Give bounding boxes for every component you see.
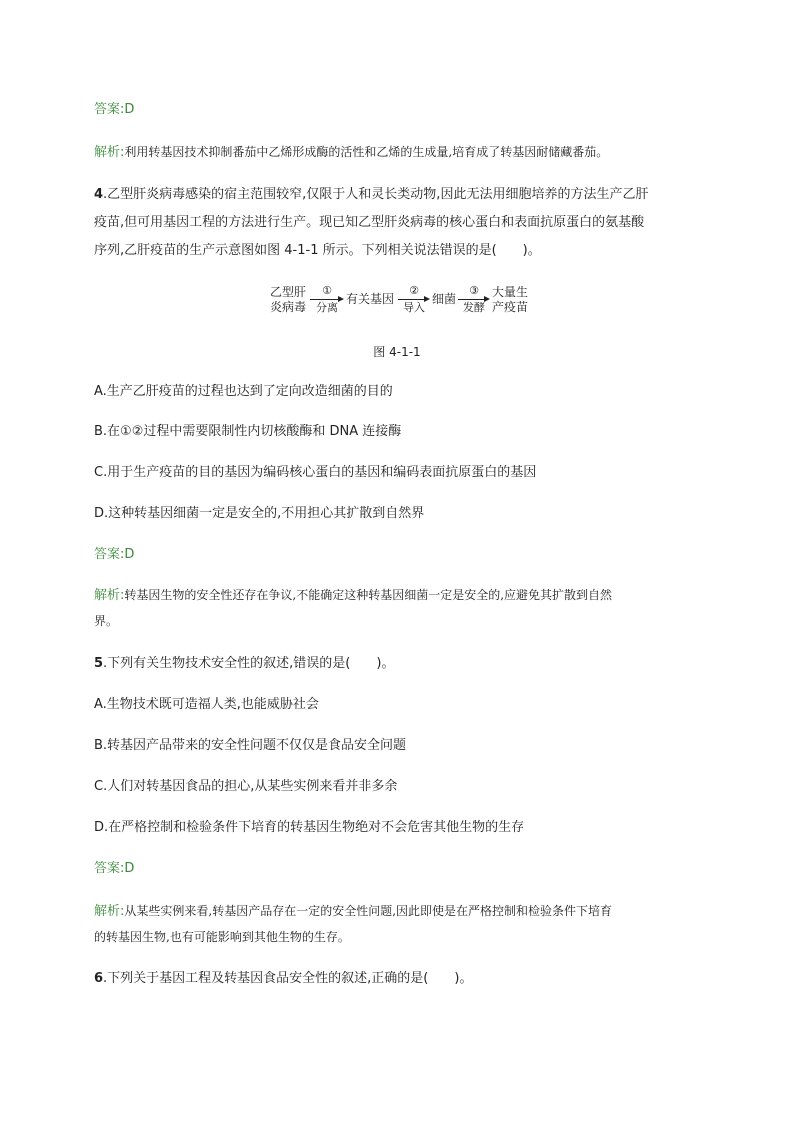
q3-analysis-label: 解析: [94,145,125,160]
diagram-node-vaccine-line2: 产疫苗 [492,300,529,314]
q4-stem-line1 [94,186,648,204]
diagram-arrow-3 [458,282,490,316]
diagram-node-vaccine [492,285,528,315]
q4-stem-line3: 序列,乙肝疫苗的生产示意图如图 4-1-1 所示。下列相关说法错误的是( )。 [94,243,541,258]
q4-answer: 答案:D [94,547,135,562]
q4-flow-diagram [270,282,530,322]
q5-answer: 答案:D [94,861,135,876]
q6-stem-text: .下列关于基因工程及转基因食品安全性的叙述,正确的是( )。 [103,971,473,986]
q6-number: 6 [94,971,104,986]
q4-option-a: A.生产乙肝疫苗的过程也达到了定向改造细菌的目的 [94,384,393,399]
diagram-node-vaccine-line1: 大量生 [492,285,529,299]
q5-analysis-line1 [94,902,612,921]
diagram-node-gene: 有关基因 [346,292,395,306]
diagram-node-virus-line1: 乙型肝 [270,285,307,299]
diagram-step2-num: ② [409,284,419,297]
q3-answer: 答案:D [94,102,135,117]
q5-analysis-label: 解析: [94,904,125,919]
diagram-step3-label: 发酵 [463,301,485,314]
q4-analysis-label: 解析: [94,588,125,603]
q5-analysis-text1: 从某些实例来看,转基因产品存在一定的安全性问题,因此即使是在严格控制和检验条件下培育 [124,904,613,918]
q4-option-c: C.用于生产疫苗的目的基因为编码核心蛋白的基因和编码表面抗原蛋白的基因 [94,465,537,480]
diagram-arrow-2 [398,282,430,316]
diagram-arrow-2-shaft [398,299,426,300]
q5-stem [94,655,394,673]
figure-caption: 图 4-1-1 [373,345,421,359]
q3-analysis [94,143,608,162]
diagram-arrow-1 [310,282,344,316]
q6-stem [94,970,472,988]
diagram-step3-num: ③ [469,284,479,297]
q4-analysis-line1 [94,586,612,605]
q4-stem-line2: 疫苗,但可用基因工程的方法进行生产。现已知乙型肝炎病毒的核心蛋白和表面抗原蛋白的氨基酸 [94,215,645,230]
q5-analysis-line2: 的转基因生物,也有可能影响到其他生物的生存。 [94,930,350,944]
diagram-step2-label: 导入 [403,301,425,314]
q5-option-b: B.转基因产品带来的安全性问题不仅仅是食品安全问题 [94,738,407,753]
q4-option-d: D.这种转基因细菌一定是安全的,不用担心其扩散到自然界 [94,506,425,521]
q3-analysis-text: 利用转基因技术抑制番茄中乙烯形成酶的活性和乙烯的生成量,培育成了转基因耐储藏番茄。 [124,145,609,159]
q5-stem-text: .下列有关生物技术安全性的叙述,错误的是( )。 [103,656,395,671]
diagram-node-virus-line2: 炎病毒 [270,300,307,314]
diagram-step1-num: ① [322,284,332,297]
diagram-node-virus [270,285,306,315]
q5-option-c: C.人们对转基因食品的担心,从某些实例来看并非多余 [94,779,398,794]
diagram-node-bacteria: 细菌 [432,292,457,306]
q4-option-b: B.在①②过程中需要限制性内切核酸酶和 DNA 连接酶 [94,424,402,439]
q4-analysis-text1: 转基因生物的安全性还存在争议,不能确定这种转基因细菌一定是安全的,应避免其扩散到自然 [124,588,613,602]
q4-analysis-line2: 界。 [94,614,119,628]
q5-option-d: D.在严格控制和检验条件下培育的转基因生物绝对不会危害其他生物的生存 [94,820,525,835]
q5-option-a: A.生物技术既可造福人类,也能威胁社会 [94,697,319,712]
q4-stem-text1: .乙型肝炎病毒感染的宿主范围较窄,仅限于人和灵长类动物,因此无法用细胞培养的方法生产乙肝 [103,187,649,202]
q4-number: 4 [94,187,104,202]
diagram-arrow-1-shaft [310,299,340,300]
diagram-arrow-3-shaft [458,299,486,300]
diagram-step1-label: 分离 [316,301,338,314]
q5-number: 5 [94,656,104,671]
